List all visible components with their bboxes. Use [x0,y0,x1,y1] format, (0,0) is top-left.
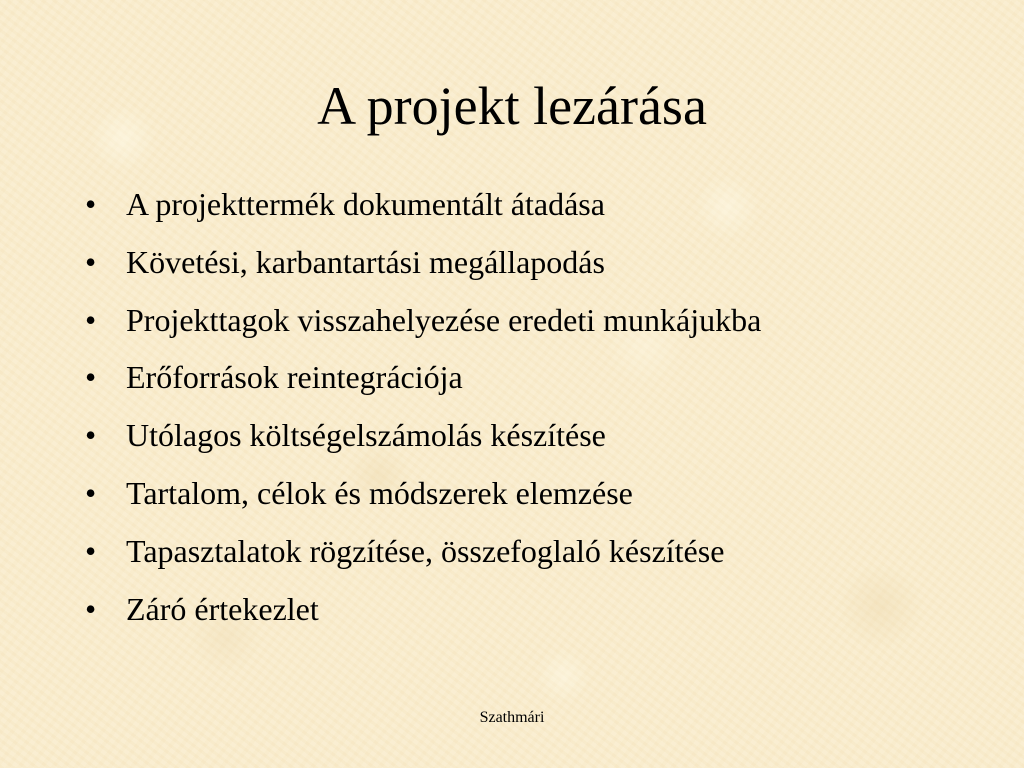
bullet-item [85,292,985,350]
bullet-item [85,581,985,639]
bullet-point-icon: • [85,243,97,280]
bullet-point-icon: • [85,186,97,222]
bullet-item [85,234,985,292]
bullet-point-icon: • [85,474,97,511]
bullet-text: Erőforrások reintegrációja [126,359,463,396]
bullet-text: A projekttermék dokumentált átadása [126,186,605,222]
bullet-text: Záró értekezlet [126,590,319,627]
bullet-item [85,349,985,407]
bullet-item [85,465,985,523]
slide-title: A projekt lezárása [317,76,707,136]
bullet-point-icon: • [85,417,97,454]
bullet-point-icon: • [85,590,97,627]
bullet-text: Követési, karbantartási megállapodás [126,243,605,280]
bullet-text: Projekttagok visszahelyezése eredeti munkájukba [126,301,762,338]
bullet-point-icon: • [85,532,97,569]
bullet-list [85,176,985,638]
bullet-text: Utólagos költségelszámolás készítése [126,417,606,454]
bullet-text: Tartalom, célok és módszerek elemzése [126,474,633,511]
bullet-text: Tapasztalatok rögzítése, összefoglaló készítése [126,532,725,569]
bullet-item [85,407,985,465]
bullet-item [85,176,985,234]
bullet-item [85,523,985,581]
footer-author: Szathmári [479,709,545,726]
bullet-point-icon: • [85,359,97,396]
bullet-point-icon: • [85,301,97,338]
